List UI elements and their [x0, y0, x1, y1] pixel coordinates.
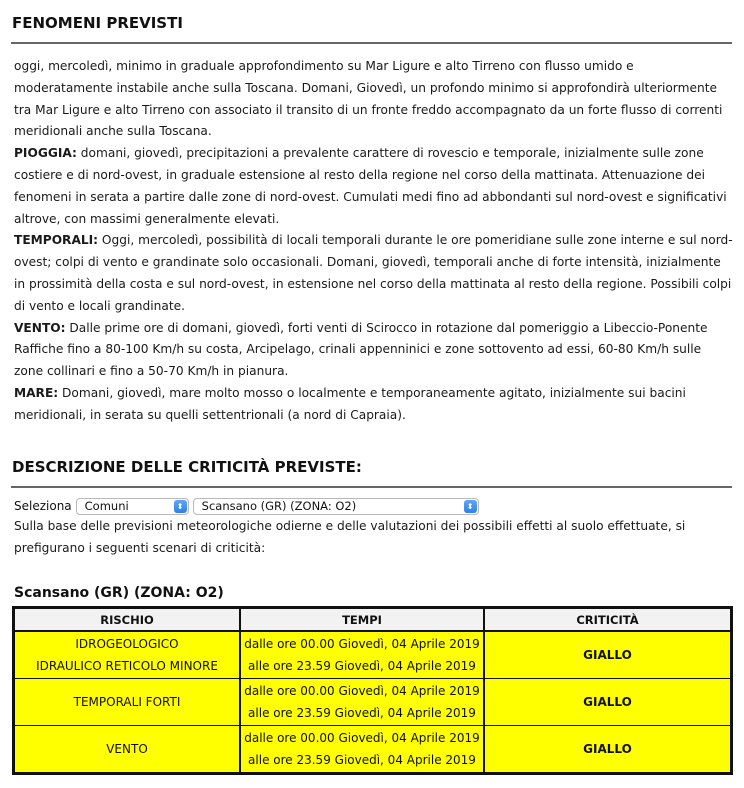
select-label: Seleziona	[14, 499, 72, 513]
temporali-label: TEMPORALI:	[14, 233, 99, 248]
mare-paragraph	[14, 383, 734, 427]
section-divider	[11, 486, 732, 488]
select-arrows-icon: ⬍	[464, 500, 477, 513]
rischio-line: IDRAULICO RETICOLO MINORE	[36, 659, 218, 673]
mare-text: Domani, giovedì, mare molto mosso o localmente e temporaneamente agitato, inizialmente sui bacini meridionali, in serata su quelli settentrionali (a nord di Capraia).	[14, 385, 686, 422]
pioggia-text: domani, giovedì, precipitazioni a prevalente carattere di rovescio e temporale, inizialmente sulle zone costiere e di nord-ovest, in graduale estensione al resto della regione nel corso della mattinata. Attenuazione dei fenomeni in serata a partire dalle zone di nord-ovest. Cumulati medi fino ad abbondanti sul nord-ovest e significativi altrove, con massimi generalmente elevati.	[14, 146, 727, 226]
tempi-cell	[240, 679, 484, 726]
criticita-cell: GIALLO	[484, 679, 732, 726]
vento-text: Dalle prime ore di domani, giovedì, forti venti di Scirocco in rotazione dal pomeriggio a Libeccio-Ponente Raffiche fino a 80-100 Km/h su costa, Arcipelago, crinali appenninici e zone sottovento ad essi, 60-80 Km/h sulle zone collinari e fino a 50-70 Km/h in pianura.	[14, 320, 708, 379]
criticita-title: DESCRIZIONE DELLE CRITICITÀ PREVISTE:	[12, 458, 362, 476]
rischio-cell	[14, 631, 241, 679]
tempi-from: dalle ore 00.00 Giovedì, 04 Aprile 2019	[244, 637, 480, 651]
selection-row	[14, 496, 479, 516]
criticita-table	[12, 606, 733, 775]
temporali-text: Oggi, mercoledì, possibilità di locali temporali durante le ore pomeridiane sulle zone interne e sul nord-ovest; colpi di vento e grandinate solo occasionali. Domani, giovedì, temporali anche di forte intensità, inizialmente in prossimità della costa e sul nord-ovest, in estensione nel corso della mattinata al resto della regione. Possibili colpi di vento e locali grandinate.	[14, 233, 733, 313]
header-tempi: TEMPI	[240, 608, 484, 632]
type-select-value: Comuni	[84, 498, 129, 513]
tempi-from: dalle ore 00.00 Giovedì, 04 Aprile 2019	[244, 731, 480, 745]
table-row	[14, 679, 732, 726]
rischio-line: IDROGEOLOGICO	[75, 637, 179, 651]
zone-title: Scansano (GR) (ZONA: O2)	[14, 585, 224, 601]
table-row	[14, 726, 732, 774]
mare-label: MARE:	[14, 385, 59, 400]
pioggia-label: PIOGGIA:	[14, 146, 77, 161]
zone-select-value: Scansano (GR) (ZONA: O2)	[201, 498, 357, 513]
section-divider	[11, 42, 732, 44]
vento-paragraph	[14, 318, 734, 383]
type-select[interactable]	[76, 498, 189, 515]
rischio-cell: TEMPORALI FORTI	[14, 679, 241, 726]
rischio-cell: VENTO	[14, 726, 241, 774]
fenomeni-title: FENOMENI PREVISTI	[12, 14, 183, 32]
zone-select[interactable]	[193, 498, 479, 515]
tempi-from: dalle ore 00.00 Giovedì, 04 Aprile 2019	[244, 684, 480, 698]
temporali-paragraph	[14, 230, 734, 317]
tempi-cell	[240, 726, 484, 774]
criticita-cell: GIALLO	[484, 631, 732, 679]
vento-label: VENTO:	[14, 320, 66, 335]
select-arrows-icon: ⬍	[174, 500, 187, 513]
tempi-to: alle ore 23.59 Giovedì, 04 Aprile 2019	[248, 753, 476, 767]
pioggia-paragraph	[14, 143, 734, 230]
tempi-to: alle ore 23.59 Giovedì, 04 Aprile 2019	[248, 659, 476, 673]
header-criticita: CRITICITÀ	[484, 608, 732, 632]
criticita-description: Sulla base delle previsioni meteorologiche odierne e delle valutazioni dei possibili effetti al suolo effettuate, si prefigurano i seguenti scenari di criticità:	[14, 519, 686, 555]
fenomeni-intro: oggi, mercoledì, minimo in graduale approfondimento su Mar Ligure e alto Tirreno con flusso umido e moderatamente instabile anche sulla Toscana. Domani, Giovedì, un profondo minimo si approfondirà ulteriormente tra Mar Ligure e alto Tirreno con associato il transito di un fronte freddo accompagnato da un forte flusso di correnti meridionali anche sulla Toscana.	[14, 59, 723, 139]
tempi-to: alle ore 23.59 Giovedì, 04 Aprile 2019	[248, 706, 476, 720]
table-row	[14, 631, 732, 679]
table-header-row	[14, 608, 732, 632]
fenomeni-body	[14, 56, 734, 427]
tempi-cell	[240, 631, 484, 679]
criticita-cell: GIALLO	[484, 726, 732, 774]
header-rischio: RISCHIO	[14, 608, 241, 632]
